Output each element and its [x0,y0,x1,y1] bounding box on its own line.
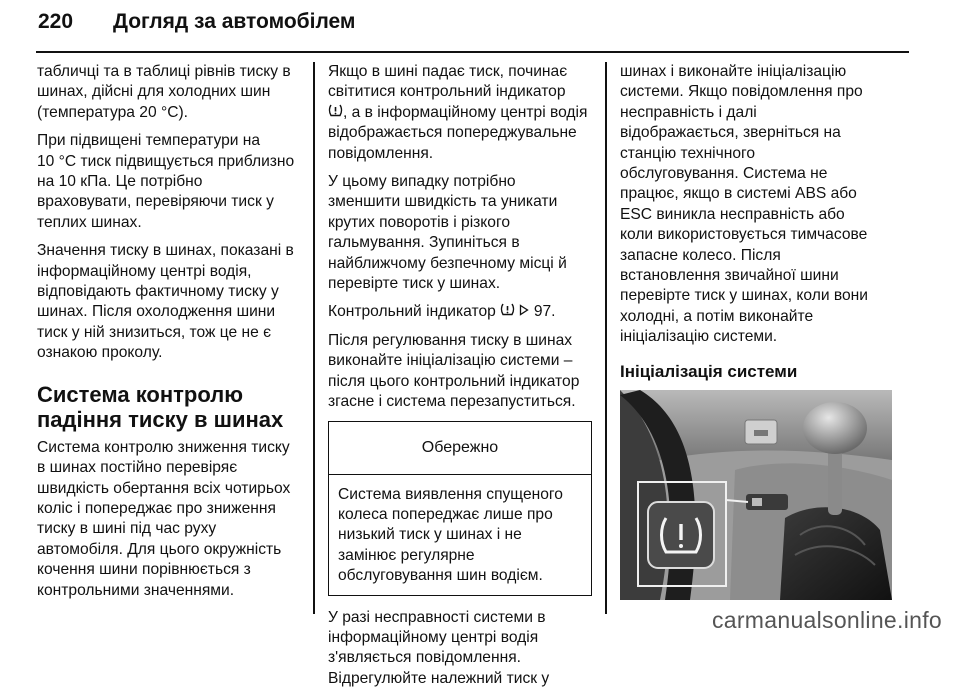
text-line: тиск у ній знизиться, тож це не є [37,323,272,341]
text-line: низький тиск у шинах і не [338,526,522,544]
text-line: світитися контрольний індикатор [328,83,566,101]
text-line: обслуговування. Система не [620,165,828,183]
text-line: Значення тиску в шинах, показані в [37,242,294,260]
text-line [328,103,593,123]
text-line: У разі несправності системи в [328,608,546,626]
text-line: автомобіля. Для цього окружність [37,540,282,558]
text-line: замінює регулярне [338,546,475,564]
text-line: перевірте тиск у шинах. [328,275,501,293]
text-line: обслуговування шин водієм. [338,567,543,585]
text-line: відображається попереджувальне [328,124,577,142]
dashboard-illustration [620,390,892,600]
page-title: Догляд за автомобілем [113,10,356,33]
text-line: Система контролю зниження тиску [37,438,290,456]
text-line: гальмування. Зупиніться в [328,234,520,252]
text-line: працює, якщо в системі ABS або [620,185,857,203]
text-line: після цього контрольний індикатор [328,372,580,390]
text-line: кочення шини порівнюється з [37,561,251,579]
text-line: відповідають фактичному тиску у [37,283,279,301]
text-line: теплих шинах. [37,213,142,231]
text-line: контрольними значеннями. [37,581,235,599]
text-line: в шинах постійно перевіряє [37,459,238,477]
header-rule [36,51,909,53]
text-line: Система виявлення спущеного [338,485,563,503]
paragraph-3 [328,302,593,322]
text-line: запасне колесо. Після [620,246,781,264]
tire-pressure-warning-icon [500,302,515,322]
text-line: коли використовується тимчасове [620,226,868,244]
triangle-arrow-icon[interactable] [519,302,529,322]
heading-line: падіння тиску в шинах [37,406,284,432]
text-line: При підвищені температури на [37,132,261,150]
heading-line: Система контролю [37,381,244,407]
paragraph-1 [328,62,593,164]
column-1 [37,62,307,609]
text-line: повідомлення. [328,144,434,162]
text-line: ознакою проколу. [37,344,163,362]
text-line: У цьому випадку потрібно [328,173,516,191]
paragraph-4 [328,331,593,413]
text-line [328,302,593,322]
dashboard-photo [620,390,892,600]
text-fragment: , а в інформаційному центрі водія [343,103,588,121]
page-number: 220 [38,10,74,33]
tire-pressure-warning-icon [328,103,343,123]
text-fragment: Контрольний індикатор [328,303,496,321]
paragraph-2 [37,131,307,233]
text-line: найближчому безпечному місці й [328,254,567,272]
text-line: відображається, зверніться на [620,124,841,142]
caution-box [328,421,592,596]
text-line: згасне і система перезапуститься. [328,393,576,411]
text-line: зменшити швидкість та уникати [328,193,558,211]
text-line: системи. Якщо повідомлення про [620,83,863,101]
paragraph-4 [37,438,307,601]
text-line: шинах і виконайте ініціалізацію [620,63,847,80]
caution-body [329,475,591,595]
column-divider-1 [313,62,315,614]
text-line: враховувати, перевіряючи тиск у [37,193,274,211]
caution-title: Обережно [329,422,591,475]
paragraph-3 [37,241,307,363]
text-line: встановлення звичайної шини [620,267,839,285]
text-line: тиску в шині під час руху [37,520,217,538]
text-line: станцію технічного [620,144,756,162]
text-line: шинах, дійсні для холодних шин [37,83,271,101]
paragraph-1 [37,62,307,123]
text-line: виконайте ініціалізацію системи – [328,352,573,370]
text-line: 10 °C тиск підвищується приблизно [37,152,295,170]
text-line: з'являється повідомлення. [328,649,521,667]
text-line: Якщо в шині падає тиск, починає [328,63,568,80]
column-divider-2 [605,62,607,614]
text-line: шинах. Після охолодження шини [37,303,276,321]
paragraph-5 [328,608,593,690]
text-line: холодні, а потім виконайте [620,307,814,325]
text-line: Відрегулюйте належний тиск у [328,669,550,687]
page-header [0,0,960,52]
section-subheading: Ініціалізація системи [620,361,798,381]
paragraph-1 [620,62,895,348]
watermark: carmanualsonline.info [711,607,942,633]
text-line: інформаційному центрі водія, [37,262,252,280]
text-line: (температура 20 °C). [37,103,188,121]
text-line: перевірте тиск у шинах, коли вони [620,287,868,305]
section-heading [37,382,307,432]
text-line: коліс і попереджає про зниження [37,499,276,517]
text-line: швидкість обертання всіх чотирьох [37,479,291,497]
text-line: колеса попереджає лише про [338,505,553,523]
text-line: ініціалізацію системи. [620,328,778,346]
text-line: табличці та в таблиці рівнів тиску в [37,63,291,80]
text-line: крутих поворотів і різкого [328,213,510,231]
text-line: Після регулювання тиску в шинах [328,331,573,349]
column-3 [620,62,895,600]
text-line: несправність і далі [620,103,757,121]
paragraph-2 [328,172,593,294]
text-line: інформаційному центрі водія [328,628,539,646]
text-line: ESC виникла несправність або [620,205,845,223]
text-line: на 10 кПа. Це потрібно [37,173,203,191]
column-2 [328,62,593,697]
page-reference-link[interactable]: 97. [533,303,556,321]
